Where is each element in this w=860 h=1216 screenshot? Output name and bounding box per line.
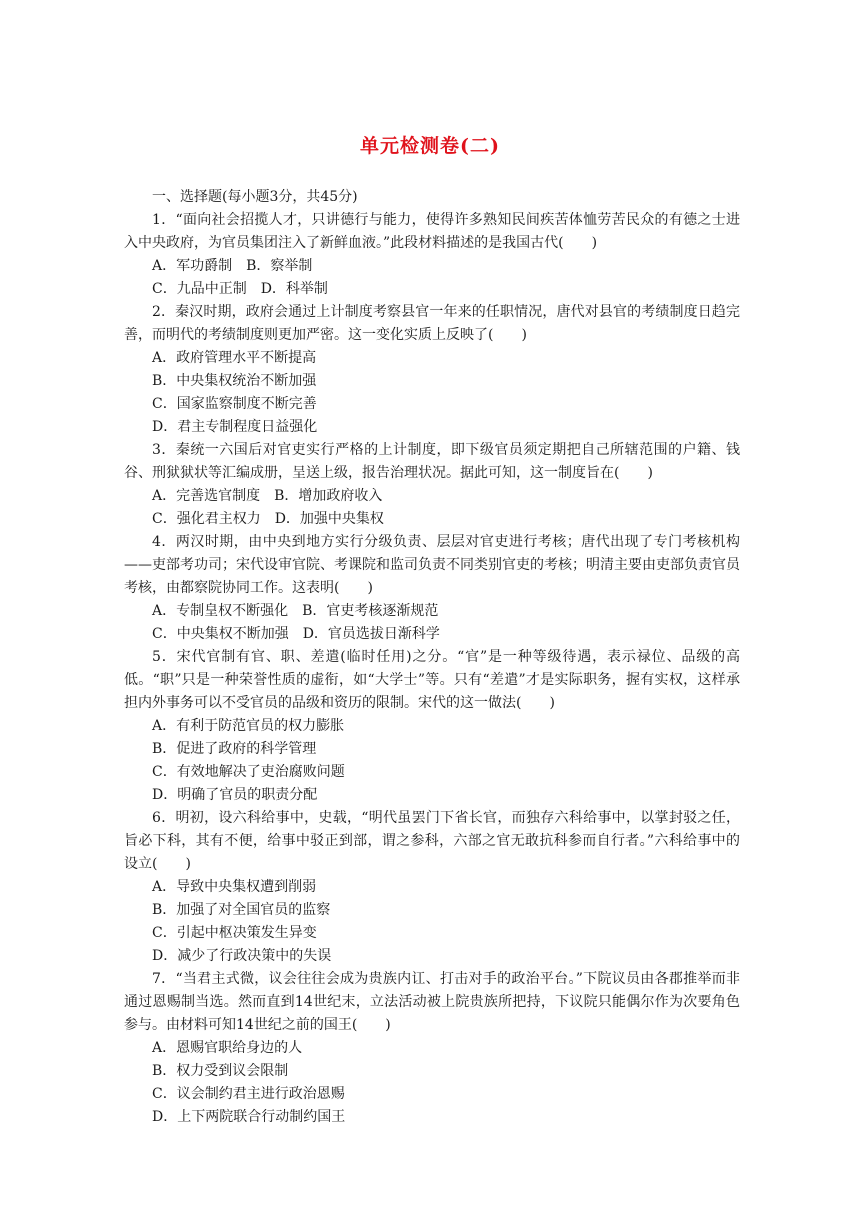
option-line: A．专制皇权不断强化 B．官吏考核逐渐规范 (152, 603, 439, 619)
question-stem: 7．“当君主式微，议会往往会成为贵族内讧、打击对手的政治平台。”下院议员由各郡推举而非通过恩赐制当选。然而直到14世纪末，立法活动被上院贵族所把持，下议院只能偶尔作为次要角色参与。由材料可知14世纪之前的国王( ) (124, 971, 740, 1033)
option-line: C．强化君主权力 D．加强中央集权 (152, 511, 384, 527)
option-line: D．明确了官员的职责分配 (152, 787, 318, 803)
option-line: A．有利于防范官员的权力膨胀 (152, 718, 345, 734)
option-line: C．有效地解决了吏治腐败问题 (152, 764, 345, 780)
question-stem: 4．两汉时期，由中央到地方实行分级负责、层层对官吏进行考核；唐代出现了专门考核机构——吏部考功司；宋代设审官院、考课院和监司负责不同类别官吏的考核；明清主要由吏部负责官员考核，由都察院协同工作。这表明( ) (124, 534, 740, 596)
question-stem: 6．明初，设六科给事中，史载，“明代虽罢门下省长官，而独存六科给事中，以掌封驳之任，旨必下科，其有不便，给事中驳正到部，谓之参科，六部之官无敢抗科参而自行者。”六科给事中的设立( ) (124, 810, 740, 872)
option-line: A．政府管理水平不断提高 (152, 350, 317, 366)
option-line: B．加强了对全国官员的监察 (152, 902, 331, 918)
option-line: A．完善选官制度 B．增加政府收入 (152, 488, 383, 504)
option-line: B．权力受到议会限制 (152, 1063, 289, 1079)
option-line: C．议会制约君主进行政治恩赐 (152, 1086, 345, 1102)
option-line: D．君主专制程度日益强化 (152, 419, 318, 435)
question-6 (124, 807, 740, 968)
option-line: A．军功爵制 B．察举制 (152, 258, 313, 274)
question-3 (124, 439, 740, 531)
question-stem: 1．“面向社会招揽人才，只讲德行与能力，使得许多熟知民间疾苦体恤劳苦民众的有德之士进入中央政府，为官员集团注入了新鲜血液。”此段材料描述的是我国古代( ) (124, 212, 740, 251)
question-list (124, 186, 740, 1129)
question-2 (124, 301, 740, 439)
option-line: C．九品中正制 D．科举制 (152, 281, 328, 297)
option-line: C．中央集权不断加强 D．官员选拔日渐科学 (152, 626, 440, 642)
option-line: A．恩赐官职给身边的人 (152, 1040, 303, 1056)
section-heading: 一、选择题(每小题3分，共45分) (152, 189, 358, 205)
option-line: B．中央集权统治不断加强 (152, 373, 317, 389)
question-5 (124, 646, 740, 807)
question-7 (124, 968, 740, 1129)
question-stem: 5．宋代官制有官、职、差遣(临时任用)之分。“官”是一种等级待遇，表示禄位、品级的高低。“职”只是一种荣誉性质的虚衔，如“大学士”等。只有“差遣”才是实际职务，握有实权，这样承担内外事务可以不受官员的品级和资历的限制。宋代的这一做法( ) (124, 649, 740, 711)
option-line: A．导致中央集权遭到削弱 (152, 879, 317, 895)
option-line: C．国家监察制度不断完善 (152, 396, 317, 412)
option-line: D．上下两院联合行动制约国王 (152, 1109, 346, 1125)
option-line: C．引起中枢决策发生异变 (152, 925, 317, 941)
question-4 (124, 531, 740, 646)
question-stem: 2．秦汉时期，政府会通过上计制度考察县官一年来的任职情况，唐代对县官的考绩制度日趋完善，而明代的考绩制度则更加严密。这一变化实质上反映了( ) (124, 304, 740, 343)
option-line: B．促进了政府的科学管理 (152, 741, 317, 757)
option-line: D．减少了行政决策中的失误 (152, 948, 332, 964)
question-stem: 3．秦统一六国后对官吏实行严格的上计制度，即下级官员须定期把自己所辖范围的户籍、钱谷、刑狱狱状等汇编成册，呈送上级，报告治理状况。据此可知，这一制度旨在( ) (124, 442, 740, 481)
page-title: 单元检测卷(二) (360, 135, 500, 157)
question-1 (124, 209, 740, 301)
